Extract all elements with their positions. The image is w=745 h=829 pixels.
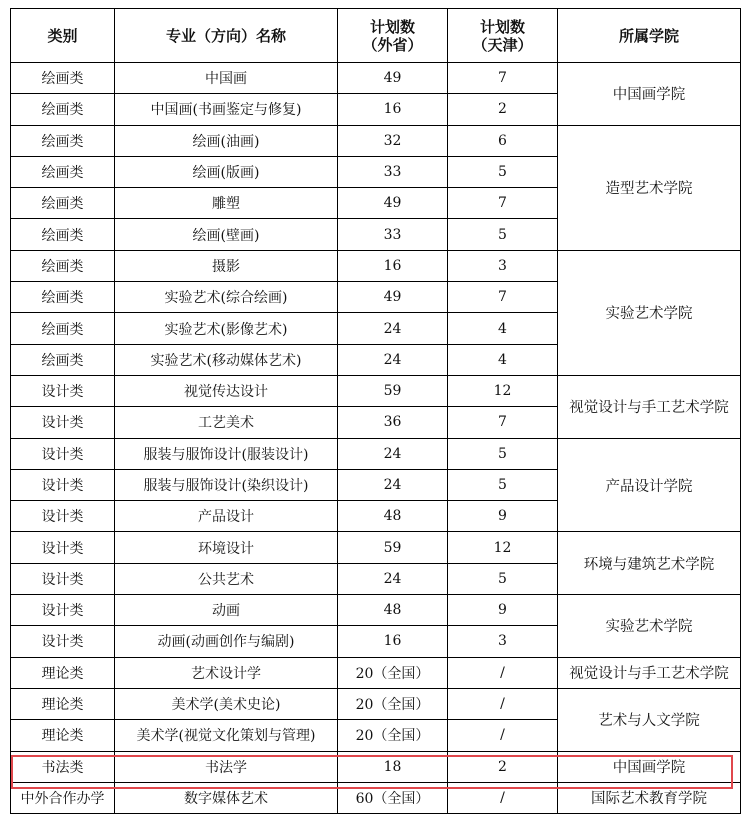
cell-category: 设计类 xyxy=(11,563,115,594)
cell-major: 书法学 xyxy=(115,751,338,782)
cell-plan-outside: 48 xyxy=(338,501,448,532)
cell-plan-outside: 16 xyxy=(338,94,448,125)
cell-plan-outside: 20（全国） xyxy=(338,657,448,688)
cell-category: 理论类 xyxy=(11,657,115,688)
cell-major: 实验艺术(综合绘画) xyxy=(115,282,338,313)
cell-plan-outside: 32 xyxy=(338,125,448,156)
table-row xyxy=(11,125,741,156)
cell-college: 中国画学院 xyxy=(558,751,741,782)
cell-major: 绘画(版画) xyxy=(115,156,338,187)
cell-plan-outside: 24 xyxy=(338,313,448,344)
cell-plan-tianjin: 5 xyxy=(448,563,558,594)
cell-category: 绘画类 xyxy=(11,313,115,344)
cell-major: 美术学(美术史论) xyxy=(115,688,338,719)
cell-plan-tianjin: 12 xyxy=(448,532,558,563)
cell-plan-tianjin: 3 xyxy=(448,626,558,657)
cell-plan-tianjin: 2 xyxy=(448,751,558,782)
cell-major: 雕塑 xyxy=(115,188,338,219)
table-row xyxy=(11,595,741,626)
cell-plan-outside: 18 xyxy=(338,751,448,782)
cell-plan-tianjin: 12 xyxy=(448,375,558,406)
table-row xyxy=(11,250,741,281)
cell-category: 绘画类 xyxy=(11,250,115,281)
cell-college: 中国画学院 xyxy=(558,63,741,126)
cell-plan-outside: 20（全国） xyxy=(338,688,448,719)
cell-plan-outside: 16 xyxy=(338,626,448,657)
header-major: 专业（方向）名称 xyxy=(115,9,338,63)
cell-major: 动画(动画创作与编剧) xyxy=(115,626,338,657)
cell-college: 视觉设计与手工艺术学院 xyxy=(558,657,741,688)
header-plan-outside-line1: 计划数 xyxy=(369,17,415,36)
cell-plan-outside: 33 xyxy=(338,219,448,250)
cell-category: 理论类 xyxy=(11,720,115,751)
cell-plan-outside: 24 xyxy=(338,438,448,469)
header-plan-tianjin-line1: 计划数 xyxy=(479,17,525,36)
cell-plan-tianjin: 7 xyxy=(448,282,558,313)
cell-major: 艺术设计学 xyxy=(115,657,338,688)
cell-major: 服装与服饰设计(染织设计) xyxy=(115,469,338,500)
header-plan-outside-line2: （外省） xyxy=(362,35,423,54)
cell-plan-tianjin: / xyxy=(448,657,558,688)
cell-category: 绘画类 xyxy=(11,125,115,156)
cell-plan-tianjin: / xyxy=(448,688,558,719)
cell-plan-tianjin: 4 xyxy=(448,313,558,344)
cell-major: 公共艺术 xyxy=(115,563,338,594)
cell-college: 实验艺术学院 xyxy=(558,595,741,658)
cell-major: 工艺美术 xyxy=(115,407,338,438)
cell-college: 环境与建筑艺术学院 xyxy=(558,532,741,595)
cell-category: 设计类 xyxy=(11,532,115,563)
table-row xyxy=(11,375,741,406)
cell-plan-outside: 59 xyxy=(338,532,448,563)
header-category: 类别 xyxy=(11,9,115,63)
cell-major: 动画 xyxy=(115,595,338,626)
cell-plan-outside: 20（全国） xyxy=(338,720,448,751)
enrollment-table-wrapper xyxy=(10,8,741,814)
cell-major: 中国画 xyxy=(115,63,338,94)
cell-category: 设计类 xyxy=(11,501,115,532)
cell-category: 绘画类 xyxy=(11,188,115,219)
cell-category: 中外合作办学 xyxy=(11,782,115,813)
cell-plan-tianjin: 2 xyxy=(448,94,558,125)
cell-category: 绘画类 xyxy=(11,219,115,250)
cell-major: 绘画(壁画) xyxy=(115,219,338,250)
cell-major: 摄影 xyxy=(115,250,338,281)
cell-college: 造型艺术学院 xyxy=(558,125,741,250)
cell-plan-tianjin: 9 xyxy=(448,501,558,532)
cell-category: 设计类 xyxy=(11,595,115,626)
cell-plan-outside: 49 xyxy=(338,63,448,94)
table-row xyxy=(11,532,741,563)
cell-category: 书法类 xyxy=(11,751,115,782)
header-college: 所属学院 xyxy=(558,9,741,63)
cell-major: 中国画(书画鉴定与修复) xyxy=(115,94,338,125)
cell-plan-tianjin: 7 xyxy=(448,407,558,438)
cell-category: 设计类 xyxy=(11,469,115,500)
header-plan-tianjin xyxy=(448,9,558,63)
table-row xyxy=(11,782,741,813)
cell-plan-outside: 24 xyxy=(338,344,448,375)
cell-plan-tianjin: 5 xyxy=(448,219,558,250)
cell-major: 服装与服饰设计(服装设计) xyxy=(115,438,338,469)
cell-plan-outside: 33 xyxy=(338,156,448,187)
table-row xyxy=(11,688,741,719)
cell-category: 绘画类 xyxy=(11,344,115,375)
cell-plan-tianjin: 4 xyxy=(448,344,558,375)
cell-plan-outside: 24 xyxy=(338,469,448,500)
cell-category: 理论类 xyxy=(11,688,115,719)
table-row xyxy=(11,751,741,782)
table-body xyxy=(11,63,741,814)
cell-plan-tianjin: 5 xyxy=(448,438,558,469)
header-plan-outside xyxy=(338,9,448,63)
cell-plan-outside: 16 xyxy=(338,250,448,281)
cell-college: 实验艺术学院 xyxy=(558,250,741,375)
cell-plan-tianjin: / xyxy=(448,782,558,813)
cell-category: 设计类 xyxy=(11,438,115,469)
cell-plan-tianjin: 5 xyxy=(448,156,558,187)
cell-college: 艺术与人文学院 xyxy=(558,688,741,751)
cell-major: 美术学(视觉文化策划与管理) xyxy=(115,720,338,751)
cell-major: 绘画(油画) xyxy=(115,125,338,156)
cell-college: 视觉设计与手工艺术学院 xyxy=(558,375,741,438)
cell-plan-outside: 48 xyxy=(338,595,448,626)
cell-plan-tianjin: 6 xyxy=(448,125,558,156)
enrollment-plan-table xyxy=(10,8,741,814)
cell-category: 设计类 xyxy=(11,375,115,406)
cell-category: 绘画类 xyxy=(11,63,115,94)
header-plan-tianjin-line2: （天津） xyxy=(472,35,533,54)
cell-plan-outside: 59 xyxy=(338,375,448,406)
cell-major: 实验艺术(移动媒体艺术) xyxy=(115,344,338,375)
cell-category: 绘画类 xyxy=(11,94,115,125)
cell-plan-outside: 49 xyxy=(338,188,448,219)
cell-major: 产品设计 xyxy=(115,501,338,532)
cell-major: 环境设计 xyxy=(115,532,338,563)
table-row xyxy=(11,438,741,469)
cell-category: 设计类 xyxy=(11,626,115,657)
table-row xyxy=(11,63,741,94)
cell-category: 设计类 xyxy=(11,407,115,438)
cell-plan-outside: 24 xyxy=(338,563,448,594)
cell-college: 产品设计学院 xyxy=(558,438,741,532)
cell-category: 绘画类 xyxy=(11,282,115,313)
cell-plan-tianjin: 9 xyxy=(448,595,558,626)
cell-plan-outside: 36 xyxy=(338,407,448,438)
cell-major: 视觉传达设计 xyxy=(115,375,338,406)
cell-plan-outside: 60（全国） xyxy=(338,782,448,813)
cell-plan-tianjin: 7 xyxy=(448,63,558,94)
cell-plan-tianjin: 7 xyxy=(448,188,558,219)
table-row xyxy=(11,657,741,688)
cell-plan-tianjin: / xyxy=(448,720,558,751)
cell-major: 数字媒体艺术 xyxy=(115,782,338,813)
cell-major: 实验艺术(影像艺术) xyxy=(115,313,338,344)
cell-college: 国际艺术教育学院 xyxy=(558,782,741,813)
cell-plan-tianjin: 5 xyxy=(448,469,558,500)
cell-plan-tianjin: 3 xyxy=(448,250,558,281)
cell-category: 绘画类 xyxy=(11,156,115,187)
cell-plan-outside: 49 xyxy=(338,282,448,313)
table-header-row xyxy=(11,9,741,63)
